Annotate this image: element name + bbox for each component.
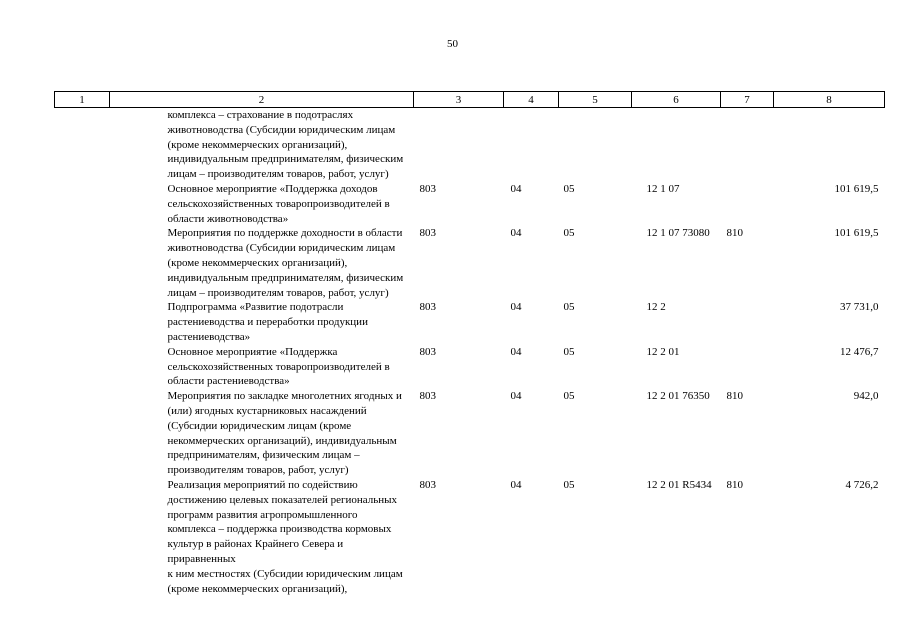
cell-col1	[55, 108, 110, 182]
cell-expense-type: 810	[726, 478, 743, 491]
column-header: 2	[110, 92, 414, 108]
table-row	[55, 345, 885, 389]
description-line: (кроме некоммерческих организаций),	[167, 256, 348, 269]
description-line: области животноводства»	[167, 212, 289, 225]
description-line: сельскохозяйственных товаропроизводителей в	[167, 197, 390, 210]
description-line: культур в районах Крайнего Севера и приравненных	[167, 538, 344, 565]
description-line: растениеводства и переработки продукции	[167, 316, 368, 329]
description-line: (или) ягодных кустарниковых насаждений	[167, 404, 367, 417]
cell-description	[110, 389, 414, 478]
description-line: лицам – производителям товаров, работ, услуг)	[167, 286, 389, 299]
column-header: 4	[504, 92, 559, 108]
cell-amount: 4 726,2	[845, 478, 879, 491]
description-line: области растениеводства»	[167, 375, 290, 388]
table-row	[55, 108, 885, 182]
column-number-row	[55, 92, 885, 108]
cell-col1	[55, 345, 110, 389]
description-line: комплекса – поддержка производства кормовых	[167, 523, 392, 536]
cell-description	[110, 478, 414, 596]
cell-section: 04	[510, 301, 522, 314]
description-line: комплекса – страхование в подотраслях	[167, 109, 354, 121]
cell-ministry-code: 803	[419, 227, 436, 240]
description-line: Основное мероприятие «Поддержка доходов	[167, 182, 378, 195]
cell-expense-type	[721, 182, 774, 226]
cell-subsection: 05	[563, 390, 575, 403]
description-line: (кроме некоммерческих организаций),	[167, 138, 348, 151]
cell-target-article: 12 2 01 76350	[646, 390, 710, 403]
cell-target-article	[632, 108, 721, 182]
cell-description	[110, 300, 414, 344]
cell-col1	[55, 478, 110, 596]
description-line: индивидуальным предпринимателям, физическим	[167, 271, 404, 284]
cell-subsection	[559, 108, 632, 182]
description-line: (кроме некоммерческих организаций),	[167, 582, 348, 595]
budget-table	[54, 91, 885, 596]
cell-section: 04	[510, 345, 522, 358]
description-line: некоммерческих организаций), индивидуальным	[167, 434, 397, 447]
cell-col1	[55, 226, 110, 300]
description-line: достижению целевых показателей региональных	[167, 493, 398, 506]
description-line: Реализация мероприятий по содействию	[167, 478, 358, 491]
cell-target-article: 12 2 01 R5434	[646, 478, 712, 491]
cell-section: 04	[510, 227, 522, 240]
table-row	[55, 226, 885, 300]
cell-subsection: 05	[563, 345, 575, 358]
cell-expense-type	[721, 108, 774, 182]
column-header: 7	[721, 92, 774, 108]
table-row	[55, 389, 885, 478]
description-line: животноводства (Субсидии юридическим лицам	[167, 242, 396, 255]
cell-description	[110, 182, 414, 226]
cell-target-article: 12 1 07	[646, 182, 680, 195]
description-line: Мероприятия по поддержке доходности в области	[167, 227, 403, 240]
column-header: 1	[55, 92, 110, 108]
cell-section	[504, 108, 559, 182]
description-line: программ развития агропромышленного	[167, 508, 358, 521]
description-line: производителям товаров, работ, услуг)	[167, 464, 349, 477]
cell-subsection: 05	[563, 182, 575, 195]
column-header: 3	[414, 92, 504, 108]
table-row	[55, 300, 885, 344]
cell-expense-type: 810	[726, 390, 743, 403]
column-header: 5	[559, 92, 632, 108]
cell-target-article: 12 1 07 73080	[646, 227, 710, 240]
cell-ministry-code: 803	[419, 478, 436, 491]
cell-amount	[774, 108, 885, 182]
cell-ministry-code: 803	[419, 390, 436, 403]
cell-ministry-code: 803	[419, 345, 436, 358]
cell-subsection: 05	[563, 478, 575, 491]
cell-expense-type: 810	[726, 227, 743, 240]
page-number: 50	[447, 38, 458, 50]
cell-col1	[55, 182, 110, 226]
description-line: животноводства (Субсидии юридическим лицам	[167, 123, 396, 136]
description-line: растениеводства»	[167, 330, 251, 343]
cell-subsection: 05	[563, 301, 575, 314]
cell-subsection: 05	[563, 227, 575, 240]
cell-amount: 942,0	[853, 390, 879, 403]
description-line: Основное мероприятие «Поддержка	[167, 345, 338, 358]
cell-description	[110, 108, 414, 182]
cell-target-article: 12 2 01	[646, 345, 680, 358]
cell-amount: 37 731,0	[840, 301, 879, 314]
description-line: Подпрограмма «Развитие подотрасли	[167, 301, 344, 314]
cell-ministry-code	[414, 108, 504, 182]
cell-description	[110, 226, 414, 300]
cell-target-article: 12 2	[646, 301, 666, 314]
description-line: лицам – производителям товаров, работ, услуг)	[167, 168, 389, 181]
cell-section: 04	[510, 478, 522, 491]
cell-amount: 101 619,5	[834, 227, 879, 240]
cell-section: 04	[510, 182, 522, 195]
cell-amount: 12 476,7	[840, 345, 879, 358]
cell-ministry-code: 803	[419, 301, 436, 314]
cell-col1	[55, 389, 110, 478]
cell-amount: 101 619,5	[834, 182, 879, 195]
table-row	[55, 182, 885, 226]
table-row	[55, 478, 885, 596]
description-line: предпринимателям, физическим лицам –	[167, 449, 360, 462]
column-header: 8	[774, 92, 885, 108]
table-body	[55, 108, 885, 597]
description-line: (Субсидии юридическим лицам (кроме	[167, 419, 352, 432]
column-header: 6	[632, 92, 721, 108]
cell-col1	[55, 300, 110, 344]
description-line: индивидуальным предпринимателям, физическим	[167, 153, 404, 166]
description-line: Мероприятия по закладке многолетних ягодных и	[167, 390, 402, 403]
cell-expense-type	[721, 345, 774, 389]
cell-section: 04	[510, 390, 522, 403]
description-line: сельскохозяйственных товаропроизводителей в	[167, 360, 390, 373]
cell-ministry-code: 803	[419, 182, 436, 195]
cell-expense-type	[721, 300, 774, 344]
description-line: к ним местностях (Субсидии юридическим лицам	[167, 567, 403, 580]
cell-description	[110, 345, 414, 389]
